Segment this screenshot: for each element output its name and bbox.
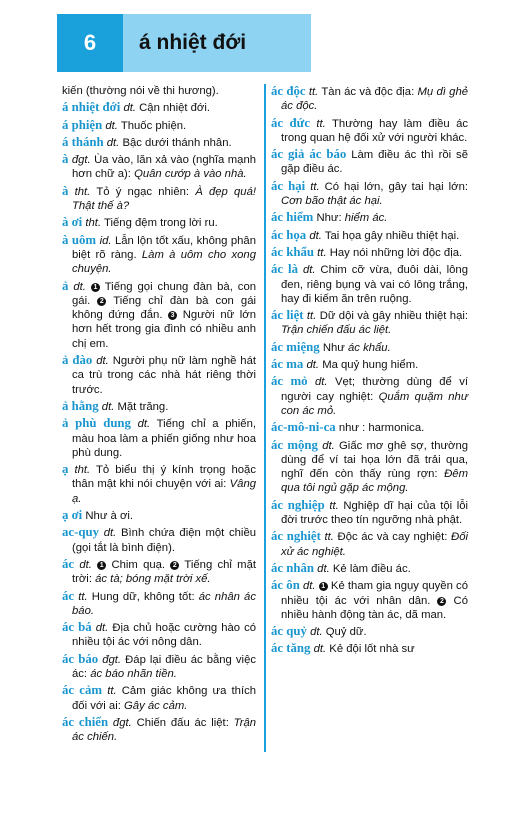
entry-headword: ác chiến	[62, 714, 109, 729]
entry-headword: á phiện	[62, 117, 103, 132]
entry-headword: ác cảm	[62, 683, 103, 698]
entry-example: Đêm qua tôi ngủ gặp ác mộng.	[281, 468, 468, 495]
entry-definition: Làm điều ác thì rồi sẽ gặp điều ác.	[281, 149, 468, 176]
part-of-speech: dt.	[103, 527, 117, 540]
sense-number: 3	[168, 311, 177, 320]
dictionary-entry	[62, 215, 256, 230]
entry-definition: Hung dữ, không tốt:	[91, 590, 195, 603]
entry-example: ác nhân ác báo.	[72, 590, 256, 617]
entry-definition: Tiếng chỉ a phiến, màu hoa làm a phiến giống như hoa phù dung.	[72, 418, 256, 459]
dictionary-entry	[62, 152, 256, 182]
dictionary-entry	[271, 561, 468, 576]
part-of-speech: tt.	[107, 685, 117, 698]
part-of-speech: đgt.	[112, 716, 132, 729]
entry-headword: ả phù dung	[62, 416, 131, 431]
dictionary-entry	[62, 589, 256, 619]
entry-headword: ác nghiệt	[271, 529, 321, 544]
entry-definition: Cận nhiệt đới.	[139, 102, 210, 115]
part-of-speech: tt.	[308, 86, 319, 98]
entry-definition: kiến (thường nói về thi hương).	[62, 85, 219, 97]
dictionary-entry	[62, 135, 256, 150]
page-number: 6	[57, 14, 123, 72]
dictionary-entry	[62, 233, 256, 277]
entry-headword: ác quỷ	[271, 624, 307, 639]
dictionary-entry	[62, 353, 256, 397]
sense-number: 2	[97, 297, 106, 306]
part-of-speech: tt.	[310, 180, 320, 193]
part-of-speech: tt.	[306, 310, 317, 323]
part-of-speech: dt.	[309, 229, 322, 242]
entry-definition: Lẫn lộn tốt xấu, không phân biệt rõ ràng.	[72, 234, 257, 261]
dictionary-entry	[271, 116, 468, 146]
entry-headword: ả	[62, 278, 69, 293]
entry-headword: ác báo	[62, 651, 99, 666]
dictionary-entry	[62, 416, 256, 460]
entry-headword: ác nghiệp	[271, 497, 325, 512]
entry-example: Trận chiến đấu ác liệt.	[281, 324, 392, 337]
entry-headword: à	[62, 183, 69, 198]
entry-headword: ác tăng	[271, 641, 311, 656]
entry-definition: Ùa vào, lăn xả vào (nghĩa mạnh hơn chữ a):	[72, 154, 257, 181]
dictionary-entry	[62, 683, 256, 713]
part-of-speech: dt.	[123, 102, 136, 115]
dictionary-entry	[62, 118, 256, 133]
entry-headword: ả hằng	[62, 398, 99, 413]
entry-example: Quân cướp à vào nhà.	[134, 168, 247, 181]
entry-definition: Thuốc phiện.	[120, 119, 187, 132]
sense-number: 1	[319, 582, 328, 591]
entry-definition: Bậc dưới thánh nhân.	[122, 136, 232, 149]
entry-example: ác báo nhãn tiền.	[90, 667, 177, 680]
entry-example: À đẹp quá! Thật thế à?	[72, 185, 257, 213]
part-of-speech: dt.	[95, 622, 109, 635]
entry-headword: ác hại	[271, 178, 306, 193]
entry-definition: Như:	[316, 212, 342, 225]
part-of-speech: dt.	[317, 562, 330, 575]
part-of-speech: dt.	[306, 359, 320, 372]
part-of-speech: tht.	[74, 464, 91, 477]
dictionary-entry	[62, 652, 256, 682]
part-of-speech: dt.	[101, 400, 115, 413]
entry-definition: 1 Chim quạ. 2 Tiếng chỉ mặt trời:	[72, 558, 257, 586]
dictionary-entry	[62, 399, 256, 414]
dictionary-entry	[271, 84, 468, 114]
entry-headword: ác độc	[271, 84, 306, 98]
entry-example: Vâng ạ.	[72, 478, 257, 505]
entry-definition: Địa chủ hoặc cường hào có nhiều tội ác với nông dân.	[72, 622, 257, 649]
guide-word: á nhiệt đới	[123, 14, 311, 72]
dictionary-entry	[271, 245, 468, 260]
sense-number: 2	[437, 597, 446, 606]
entry-definition: Mặt trăng.	[117, 400, 169, 413]
part-of-speech: dt.	[96, 355, 109, 368]
dictionary-entry	[62, 279, 256, 351]
dictionary-entry	[62, 100, 256, 115]
sense-number: 1	[91, 283, 100, 292]
entry-headword: ác ma	[271, 357, 304, 372]
part-of-speech: đgt.	[102, 653, 122, 666]
entry-headword: ac-quy	[62, 525, 99, 540]
entry-headword: à ơi	[62, 215, 83, 230]
part-of-speech: dt.	[314, 376, 328, 389]
part-of-speech: dt.	[137, 418, 151, 431]
entry-example: ác khẩu.	[348, 341, 391, 354]
entry-definition: Độc ác và cay nghiệt:	[337, 531, 448, 544]
entry-headword: ác là	[271, 262, 299, 277]
entry-definition: Người phụ nữ làm nghề hát ca trù trong các nhà hát riêng thời trước.	[72, 355, 257, 396]
entry-example: Quắm quặm như con ác mỏ.	[281, 390, 469, 417]
part-of-speech: dt.	[313, 643, 327, 656]
entry-headword: á thánh	[62, 134, 104, 149]
dictionary-entry	[271, 578, 468, 622]
entry-headword: ác họa	[271, 227, 307, 242]
entry-definition: Dữ dội và gây nhiều thiệt hại:	[319, 310, 468, 323]
dictionary-entry	[62, 462, 256, 506]
part-of-speech: đgt.	[71, 154, 91, 167]
entry-headword: ác mộng	[271, 437, 318, 452]
dictionary-entry	[271, 438, 468, 496]
entry-headword: á nhiệt đới	[62, 100, 121, 115]
part-of-speech: dt.	[79, 558, 92, 571]
entry-definition: Như	[322, 341, 345, 354]
dictionary-entry	[271, 420, 468, 435]
entry-definition: Kẻ đội lốt nhà sư	[329, 643, 415, 656]
entry-headword: ác	[62, 556, 75, 571]
part-of-speech: tt.	[316, 117, 326, 130]
part-of-speech: tt.	[317, 246, 327, 259]
sense-number: 1	[97, 561, 106, 570]
entry-headword: ác	[62, 588, 75, 603]
entry-definition: Nghiệp dĩ hại của tội lỗi đời trước theo tín ngưỡng nhà phật.	[281, 499, 469, 527]
dictionary-entry	[271, 624, 468, 639]
dictionary-entry	[62, 84, 256, 98]
entry-example: Đối xử ác nghiệt.	[281, 531, 468, 558]
entry-example: Mụ dì ghẻ ác độc.	[281, 86, 469, 113]
entry-headword: ả đào	[62, 353, 93, 368]
part-of-speech: dt.	[322, 439, 335, 452]
dictionary-entry	[271, 262, 468, 306]
dictionary-entry	[62, 620, 256, 650]
entry-headword: ác bá	[62, 620, 92, 635]
entry-definition: Vẹt; thường dùng để ví người cay nghiệt:	[281, 376, 469, 403]
part-of-speech: tht.	[85, 217, 102, 230]
part-of-speech: tt.	[329, 499, 339, 512]
entry-headword: ác-mô-ni-ca	[271, 420, 336, 435]
entry-example: Cơn bão thật ác hại.	[281, 195, 383, 208]
dictionary-entry	[62, 557, 256, 587]
dictionary-entry	[62, 184, 256, 214]
entry-definition: Chim cỡ vừa, đuôi dài, lông đen, riêng bụng và vai có lông trắng, hay đi kiếm ăn trên ruộng.	[281, 264, 468, 305]
entry-definition: Có hại lớn, gây tai hại lớn:	[324, 180, 468, 193]
entry-headword: ác đức	[271, 115, 311, 130]
entry-headword: ác giả ác báo	[271, 147, 347, 162]
entry-definition: Tỏ biểu thị ý kính trọng hoặc thân mật khi nói chuyện với ai:	[72, 464, 256, 491]
dictionary-entry	[62, 508, 256, 523]
dictionary-entry	[271, 147, 468, 177]
dictionary-entry	[271, 308, 468, 338]
left-column	[62, 84, 256, 746]
entry-definition: Như à ơi.	[85, 510, 134, 523]
entry-definition: Hay nói những lời độc địa.	[329, 246, 463, 259]
dictionary-entry	[271, 641, 468, 656]
part-of-speech: dt.	[302, 264, 316, 277]
entry-example: ác tà; bóng mặt trời xế.	[95, 573, 211, 586]
entry-headword: ác ôn	[271, 578, 300, 593]
entry-definition: Tiếng đệm trong lời ru.	[104, 217, 218, 230]
right-column	[271, 84, 468, 659]
part-of-speech: dt.	[73, 280, 86, 293]
entry-headword: ác nhân	[271, 560, 315, 575]
entry-example: Trận ác chiến.	[72, 716, 257, 744]
entry-definition: 1 Kẻ tham gia ngụy quyền có nhiều tội ác với nhân dân. 2 Có nhiều hành động tàn ác, dã man.	[281, 580, 468, 621]
entry-definition: Đáp lại điều ác bằng việc ác:	[72, 653, 257, 680]
entry-headword: à	[62, 152, 69, 167]
entry-headword: ác hiểm	[271, 210, 314, 225]
dictionary-entry	[271, 374, 468, 418]
dictionary-entry	[62, 525, 256, 555]
entry-definition: Cảm giác không ưa thích đối với ai:	[72, 685, 257, 712]
entry-definition: Tỏ ý ngạc nhiên:	[96, 185, 190, 198]
entry-definition: Ma quỷ hung hiểm.	[322, 359, 419, 372]
dictionary-entry	[271, 228, 468, 243]
dictionary-entry	[271, 179, 468, 209]
entry-headword: ác mỏ	[271, 374, 308, 389]
entry-definition: Tàn ác và độc địa:	[321, 86, 415, 98]
entry-definition: Thường hay làm điều ác trong quan hệ đối xử với người khác.	[281, 117, 468, 144]
entry-example: Làm à uôm cho xong chuyện.	[72, 248, 256, 276]
dictionary-entry	[271, 340, 468, 355]
entry-definition: Giấc mơ ghê sợ, thường dùng để ví tai họa lớn đã trải qua, nghĩ đến còn thấy rùng rợn:	[281, 439, 469, 481]
entry-definition: Chiến đấu ác liệt:	[136, 716, 229, 729]
entry-example: Gây ác cảm.	[124, 699, 188, 712]
dictionary-entry	[271, 529, 468, 559]
entry-headword: ạ	[62, 462, 69, 477]
entry-definition: Kẻ làm điều ác.	[332, 562, 411, 575]
dictionary-entry	[271, 498, 468, 528]
part-of-speech: tt.	[78, 590, 88, 603]
entry-headword: ác liệt	[271, 308, 304, 323]
entry-definition: như : harmonica.	[338, 422, 425, 435]
entry-headword: à uôm	[62, 232, 97, 247]
dictionary-entry	[271, 210, 468, 225]
entry-example: hiểm ác.	[344, 212, 388, 225]
entry-definition: Quỷ dữ.	[325, 626, 367, 639]
entry-headword: ác khẩu	[271, 244, 315, 259]
column-divider	[264, 84, 266, 752]
entry-definition: Bình chứa điện một chiều (gọi tắt là bình điện).	[72, 527, 257, 554]
dictionary-entry	[271, 357, 468, 372]
sense-number: 2	[170, 561, 179, 570]
part-of-speech: tht.	[74, 185, 91, 198]
entry-definition: 1 Tiếng gọi chung đàn bà, con gái. 2 Tiếng chỉ đàn bà con gái không đứng đắn. 3 Người nữ lớn hơn hết trong gia đình có nhiều anh chị em.	[72, 280, 257, 350]
part-of-speech: dt.	[303, 580, 316, 593]
part-of-speech: tt.	[324, 531, 334, 544]
part-of-speech: dt.	[106, 136, 120, 149]
part-of-speech: id.	[99, 234, 112, 247]
entry-headword: ạ ơi	[62, 508, 83, 523]
part-of-speech: dt.	[105, 119, 118, 132]
page-header	[57, 14, 311, 72]
entry-headword: ác miệng	[271, 339, 320, 354]
part-of-speech: dt.	[310, 626, 323, 639]
entry-definition: Tai họa gây nhiều thiệt hại.	[324, 229, 460, 242]
dictionary-entry	[62, 715, 256, 745]
